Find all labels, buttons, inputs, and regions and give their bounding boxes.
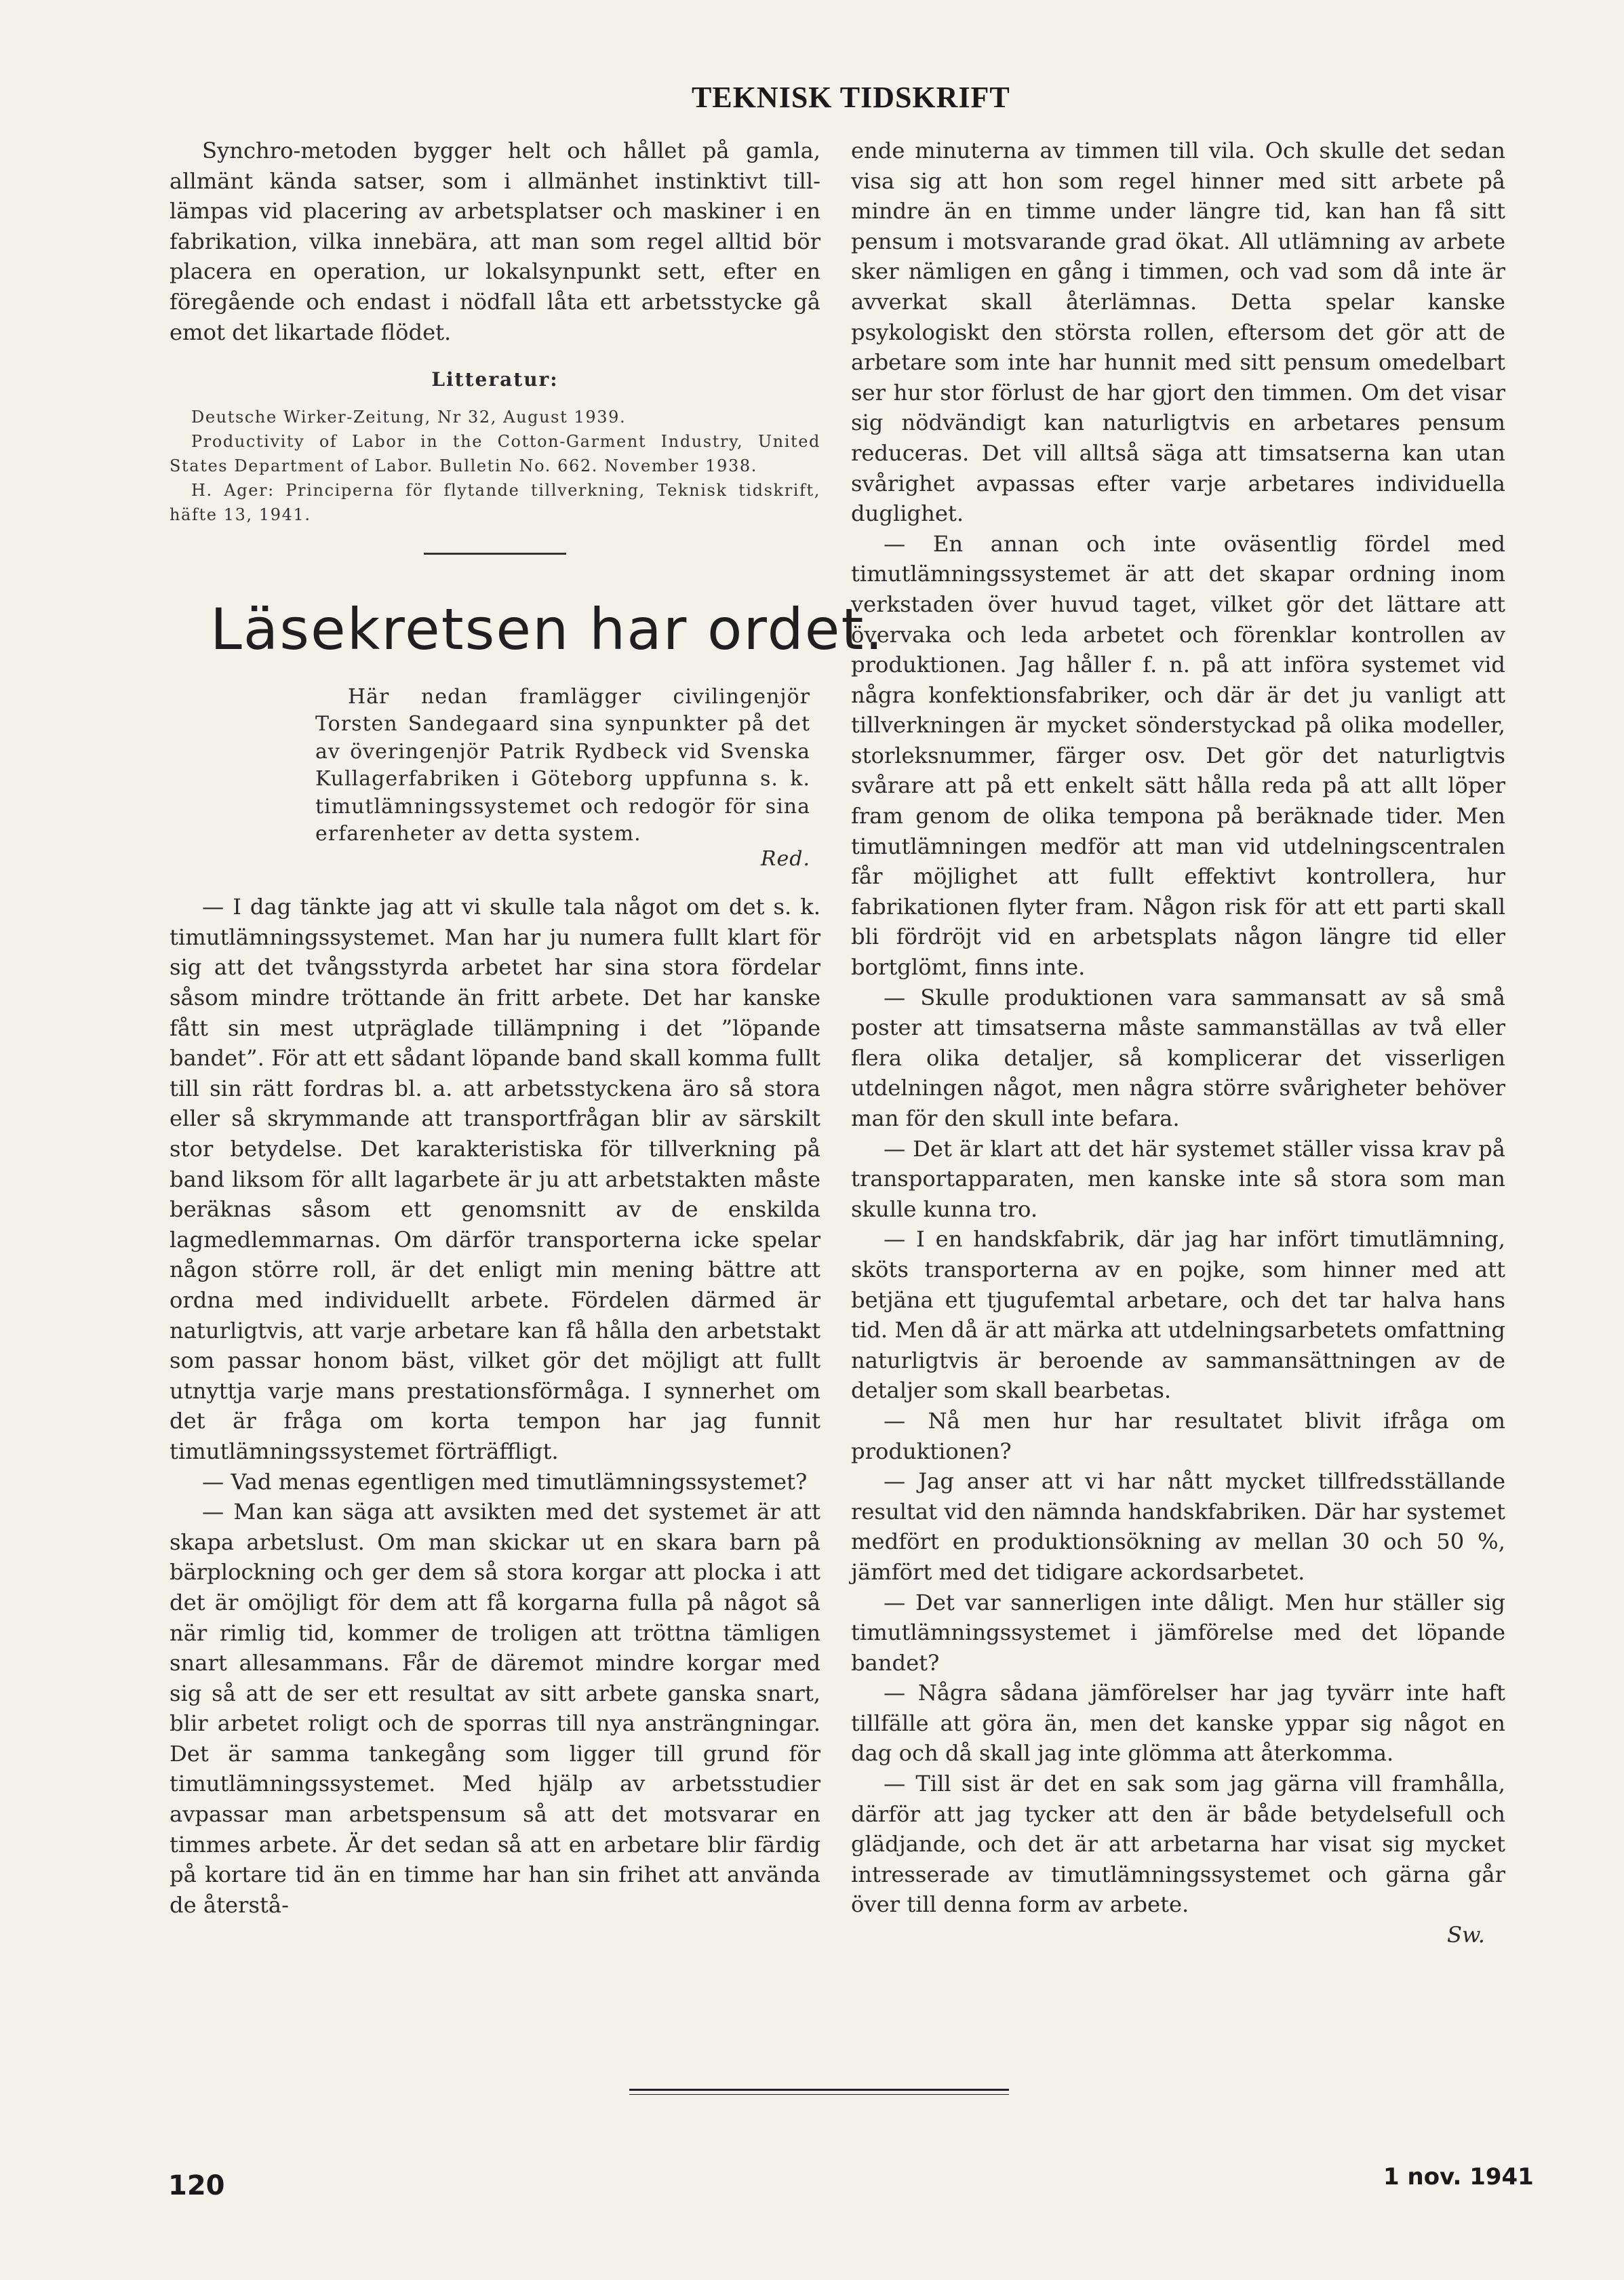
literature-heading: Litteratur: (431, 368, 559, 391)
body-paragraph: ende minuterna av timmen till vila. Och skulle det sedan visa sig att hon som regel hinner med sitt arbete på mindre än en timme under längre tid, kan han få sitt pensum i motsvarande grad ökat. All utlämning av arbete sker nämligen en gång i timmen, och vad som då inte är avverkat skall återlämnas. Detta spelar kanske psykologiskt den största rollen, eftersom det gör att de arbetare som inte har hunnit med sitt pensum omedelbart ser hur stor förlust de har gjort den timmen. Om det visar sig nödvändigt kan naturligtvis en arbetares pensum reduceras. Det vill alltså säga att timsatserna kan utan svårighet avpassas efter varje arbetares individuella duglighet. (851, 138, 1505, 527)
author-signature: Sw. (1446, 1922, 1485, 1948)
intro-text: Här nedan framlägger civilingenjör Torsten Sandegaard sina synpunkter på det av överingenjör Patrik Rydbeck vid Svenska Kullagerfabriken i Göteborg uppfunna s. k. timutlämningssystemet och redogör för sina erfarenheter av detta system. (315, 684, 810, 846)
section-divider (424, 553, 566, 555)
page-number: 120 (168, 2170, 225, 2201)
body-paragraph: — En annan och inte oväsentlig fördel med timutlämningssystemet är att det skapar ordning inom verkstaden över huvud taget, vilket gör det lättare att övervaka och leda arbetet och förenklar kontrollen av produktionen. Jag håller f. n. på att införa systemet vid några konfektionsfabriker, och där är det ju vanligt att tillverkningen är mycket sönderstyckad på olika modeller, storleksnummer, färger osv. Det gör det naturligtvis svårare att på ett enkelt sätt hålla reda på att allt löper fram genom de olika tempona på beräknade tider. Men timutlämningen medför att man vid utdelningscentralen får möjlighet att fullt effektivt kontrollera, hur fabrikationen flyter fram. Någon risk för att ett parti skall bli fördröjt vid en arbetsplats någon längre tid eller bortglömt, finns inte. (851, 530, 1505, 981)
literature-entry: Productivity of Labor in the Cotton-Garment Industry, United States Department of Labor. Bulletin No. 662. November 1938. (170, 431, 820, 475)
journal-header: TEKNISK TIDSKRIFT (692, 81, 1010, 114)
body-paragraph: — Skulle produktionen vara sammansatt av så små poster att timsatserna måste sammanställas av två eller flera olika detaljer, så komplicerar det visserligen utdelningen något, men några större svårigheter behöver man för den skull inte befara. (851, 984, 1505, 1131)
editor-intro (315, 684, 810, 873)
literature-entry: Deutsche Wirker-Zeitung, Nr 32, August 1939. (191, 407, 627, 427)
section-title: Läsekretsen har ordet. (210, 595, 885, 663)
body-paragraph: — Några sådana jämförelser har jag tyvärr inte haft tillfälle att göra än, men det kanske yppar sig något en dag och då skall jag inte glömma att återkomma. (851, 1680, 1505, 1767)
right-column (851, 136, 1505, 1950)
body-paragraph: — I en handskfabrik, där jag har infört timutlämning, sköts transporterna av en pojke, som hinner med att betjäna ett tjugufemtal arbetare, och det tar halva hans tid. Men då är att märka att utdelningsarbetets omfattning naturligtvis är beroende av sammansättningen av de detaljer som skall bearbetas. (851, 1226, 1505, 1404)
issue-date: 1 nov. 1941 (1383, 2163, 1534, 2190)
body-paragraph: — Det var sannerligen inte dåligt. Men hur ställer sig timutlämningssystemet i jämförelse med det löpande bandet? (851, 1589, 1505, 1676)
body-paragraph: — Det är klart att det här systemet ställer vissa krav på transportapparaten, men kanske inte så stora som man skulle kunna tro. (851, 1135, 1505, 1222)
left-body (170, 892, 820, 1920)
body-paragraph: — Nå men hur har resultatet blivit ifråga om produktionen? (851, 1407, 1505, 1464)
opening-paragraph: Synchro-metoden bygger helt och hållet på gamla, allmänt kända satser, som i allmänhet instinktivt till-lämpas vid placering av arbetsplatser och maskiner i en fabrikation, vilka innebära, att man som regel alltid bör placera en operation, ur lokalsynpunkt sett, efter en föregående och endast i nödfall låta ett arbetsstycke gå emot det likartade flödet. (170, 138, 820, 345)
body-paragraph: — Till sist är det en sak som jag gärna vill framhålla, därför att jag tycker att den är både betydelsefull och glädjande, och det är att arbetarna har visat sig mycket intresserade av timutlämningssystemet och gärna går över till denna form av arbete. (851, 1771, 1505, 1918)
intro-signature: Red. (760, 846, 810, 871)
left-column (170, 136, 885, 1920)
literature-entry: H. Ager: Principerna för flytande tillverkning, Teknisk tidskrift, häfte 13, 1941. (170, 480, 820, 524)
body-paragraph: — Vad menas egentligen med timutlämningssystemet? (202, 1468, 808, 1495)
body-paragraph: — Man kan säga att avsikten med det systemet är att skapa arbetslust. Om man skickar ut en skara barn på bärplockning och ger dem så stora korgar att plocka i att det är omöjligt för dem att få korgarna fulla på något så när rimlig tid, kommer de troligen att tröttna tämligen snart allesammans. Får de däremot mindre korgar med sig så att de ser ett resultat av sitt arbete ganska snart, blir arbetet roligt och de sporras till nya ansträngningar. Det är samma tankegång som ligger till grund för timutlämningssystemet. Med hjälp av arbetsstudier avpassar man arbetspensum så att det motsvarar en timmes arbete. Är det sedan så att en arbetare blir färdig på kortare tid än en timme har han sin frihet att använda de återstå- (170, 1499, 820, 1918)
body-paragraph: — I dag tänkte jag att vi skulle tala något om det s. k. timutlämningssystemet. Man har ju numera fullt klart för sig att det tvångsstyrda arbetet har sina stora fördelar såsom mindre tröttande än fritt arbete. Det har kanske fått sin mest utpräglade tillämpning i det ”löpande bandet”. För att ett sådant löpande band skall komma fullt till sin rätt fordras bl. a. att arbetsstyckena äro så stora eller så skrymmande att transportfrågan blir av särskilt stor betydelse. Det karakteristiska för tillverkning på band liksom för allt lagarbete är ju att arbetstakten måste beräknas såsom ett genomsnitt av de enskilda lagmedlemmarnas. Om därför transporterna icke spelar någon större roll, är det enligt min mening bättre att ordna med individuellt arbete. Fördelen därmed är naturligtvis, att varje arbetare kan få hålla den arbetstakt som passar honom bäst, vilket gör det möjligt att fullt utnyttja varje mans prestationsförmåga. I synnerhet om det är fråga om korta tempon har jag funnit timutlämningssystemet förträffligt. (170, 894, 820, 1464)
body-paragraph: — Jag anser att vi har nått mycket tillfredsställande resultat vid den nämnda handskfabriken. Där har systemet medfört en produktionsökning av mellan 30 och 50 %, jämfört med det tidigare ackordsarbetet. (851, 1468, 1505, 1585)
bottom-rule (629, 2089, 1009, 2095)
